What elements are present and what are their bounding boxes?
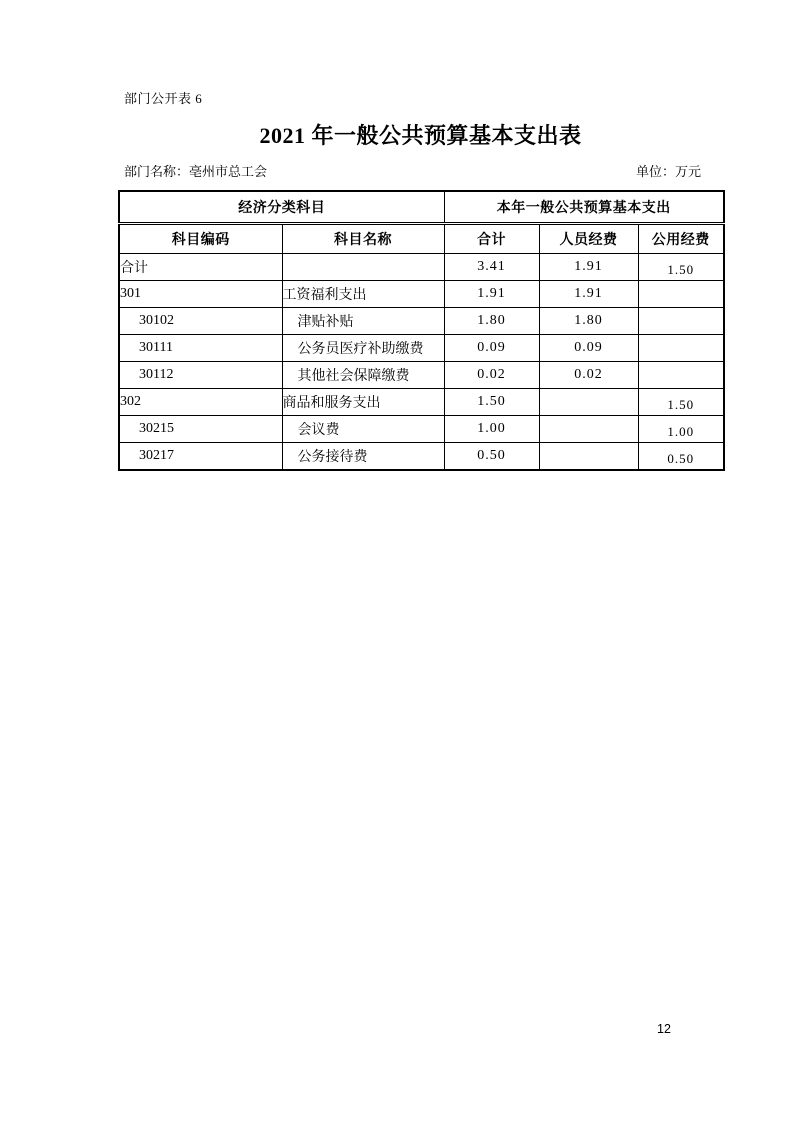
subject-name-cell: 商品和服务支出 <box>282 389 444 416</box>
table-row <box>119 308 724 335</box>
column-header-public-funds: 公用经费 <box>638 224 724 254</box>
personnel-funds-cell: 0.09 <box>539 335 638 362</box>
table-body <box>119 254 724 471</box>
group-header-economic-classification: 经济分类科目 <box>119 191 444 224</box>
public-funds-value: 1.00 <box>667 423 695 439</box>
budget-table <box>118 190 725 471</box>
subject-code-cell: 30111 <box>119 335 282 362</box>
public-funds-value: 0.50 <box>667 450 695 466</box>
subject-name-cell <box>282 254 444 281</box>
table-row <box>119 443 724 471</box>
subject-name-cell: 公务员医疗补助缴费 <box>282 335 444 362</box>
doc-label: 部门公开表 6 <box>124 91 203 106</box>
personnel-funds-cell <box>539 416 638 443</box>
public-funds-value: 1.50 <box>667 396 695 412</box>
page-title: 2021 年一般公共预算基本支出表 <box>259 123 582 148</box>
personnel-funds-cell: 1.91 <box>539 281 638 308</box>
column-header-subject-name: 科目名称 <box>282 224 444 254</box>
public-funds-cell <box>638 389 724 416</box>
subject-name-cell: 津贴补贴 <box>282 308 444 335</box>
total-cell: 0.50 <box>444 443 539 471</box>
department-name-label: 部门名称：亳州市总工会 <box>124 164 268 179</box>
table-row <box>119 281 724 308</box>
subject-code-cell: 合计 <box>119 254 282 281</box>
total-cell: 0.02 <box>444 362 539 389</box>
table-row <box>119 362 724 389</box>
column-header-personnel-funds: 人员经费 <box>539 224 638 254</box>
public-funds-cell <box>638 362 724 389</box>
group-header-basic-expenditure: 本年一般公共预算基本支出 <box>444 191 724 224</box>
table-row <box>119 335 724 362</box>
personnel-funds-cell <box>539 389 638 416</box>
subject-code-cell: 30112 <box>119 362 282 389</box>
personnel-funds-cell: 1.91 <box>539 254 638 281</box>
subject-code-cell: 30215 <box>119 416 282 443</box>
meta-row <box>118 161 723 180</box>
public-funds-cell <box>638 308 724 335</box>
public-funds-cell <box>638 443 724 471</box>
public-funds-cell <box>638 335 724 362</box>
personnel-funds-cell <box>539 443 638 471</box>
table-row <box>119 389 724 416</box>
subject-code-cell: 302 <box>119 389 282 416</box>
subject-name-cell: 会议费 <box>282 416 444 443</box>
subject-code-cell: 30102 <box>119 308 282 335</box>
public-funds-cell <box>638 254 724 281</box>
total-cell: 1.50 <box>444 389 539 416</box>
subject-code-cell: 30217 <box>119 443 282 471</box>
subject-code-cell: 301 <box>119 281 282 308</box>
public-funds-cell <box>638 281 724 308</box>
public-funds-cell <box>638 416 724 443</box>
table-row <box>119 416 724 443</box>
column-header-row <box>119 224 724 254</box>
personnel-funds-cell: 1.80 <box>539 308 638 335</box>
subject-name-cell: 其他社会保障缴费 <box>282 362 444 389</box>
column-header-subject-code: 科目编码 <box>119 224 282 254</box>
table-row <box>119 254 724 281</box>
total-cell: 3.41 <box>444 254 539 281</box>
group-header-row <box>119 191 724 224</box>
total-cell: 0.09 <box>444 335 539 362</box>
total-cell: 1.80 <box>444 308 539 335</box>
total-cell: 1.91 <box>444 281 539 308</box>
subject-name-cell: 工资福利支出 <box>282 281 444 308</box>
column-header-total: 合计 <box>444 224 539 254</box>
public-funds-value: 1.50 <box>667 261 695 277</box>
table-header <box>119 191 724 254</box>
total-cell: 1.00 <box>444 416 539 443</box>
unit-label: 单位：万元 <box>635 164 701 179</box>
subject-name-cell: 公务接待费 <box>282 443 444 471</box>
page-number: 12 <box>657 1022 671 1036</box>
personnel-funds-cell: 0.02 <box>539 362 638 389</box>
